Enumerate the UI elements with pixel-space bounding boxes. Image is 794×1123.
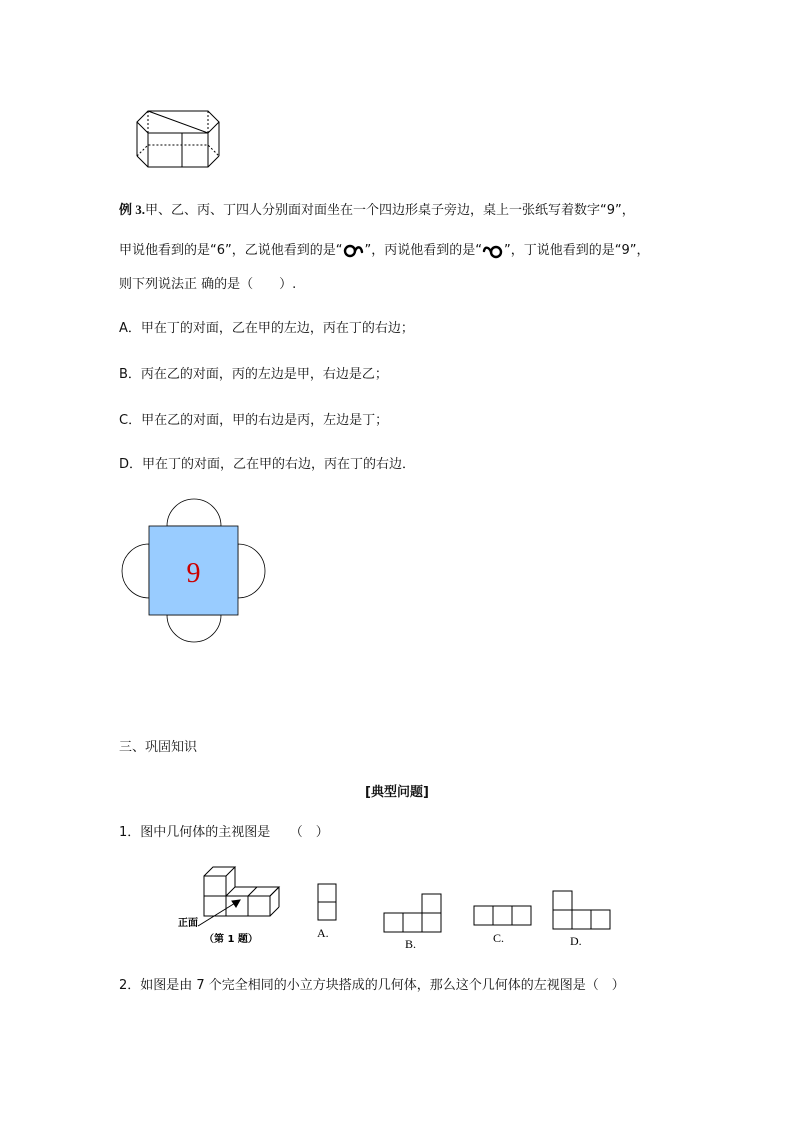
option-c: C．甲在乙的对面，甲的右边是丙，左边是丁； <box>119 413 389 428</box>
seat-right <box>238 544 265 598</box>
seat-left <box>122 544 149 598</box>
question2-text: 2．如图是由 7 个完全相同的小立方块搭成的几何体，那么这个几何体的左视图是（ ） <box>119 978 625 993</box>
choice-d-label: D. <box>570 934 582 948</box>
option-a-view <box>318 884 336 920</box>
question1-text: 1．图中几何体的主视图是 （ ） <box>119 825 329 840</box>
question1-solid <box>198 867 279 926</box>
figure-caption: （第 1 题） <box>204 934 258 945</box>
table-seating-figure <box>118 496 274 646</box>
hexagonal-prism-figure <box>132 106 232 172</box>
example3-line2-part-b: ”，丙说他看到的是“ <box>364 243 482 258</box>
example3-label: 例 3. <box>119 202 146 217</box>
seat-bottom <box>167 615 221 642</box>
choice-b-label: B. <box>405 937 417 951</box>
rotated-nine-glyph <box>342 243 364 259</box>
section3-subheading: [典型问题] <box>365 785 429 800</box>
rotated-six-glyph <box>482 243 504 259</box>
example3-line2 <box>119 239 649 259</box>
option-d-view <box>553 891 610 929</box>
option-d: D．甲在丁的对面，乙在甲的右边，丙在丁的右边． <box>119 457 416 472</box>
option-b-view <box>384 894 441 932</box>
table-digit: 9 <box>186 558 201 589</box>
example3-line2-part-a: 甲说他看到的是“6”，乙说他看到的是“ <box>119 243 343 258</box>
example3-line3: 则下列说法正 确的是（ ）. <box>119 277 297 292</box>
question1-figures <box>170 858 620 952</box>
option-a: A．甲在丁的对面，乙在甲的左边，丙在丁的右边； <box>119 321 414 336</box>
example3-line2-part-c: ”，丁说他看到的是“9”， <box>503 243 650 258</box>
section3-heading: 三、巩固知识 <box>119 740 198 755</box>
option-b: B．丙在乙的对面，丙的左边是甲，右边是乙； <box>119 367 388 382</box>
choice-c-label: C. <box>493 931 505 945</box>
example3-statement: 甲、乙、丙、丁四人分别面对面坐在一个四边形桌子旁边，桌上一张纸写着数字“9”， <box>145 203 635 218</box>
example3-line1 <box>119 199 635 218</box>
seat-top <box>167 499 221 526</box>
front-label: 正面 <box>178 918 198 929</box>
choice-a-label: A. <box>317 926 329 940</box>
option-c-view <box>474 906 531 925</box>
